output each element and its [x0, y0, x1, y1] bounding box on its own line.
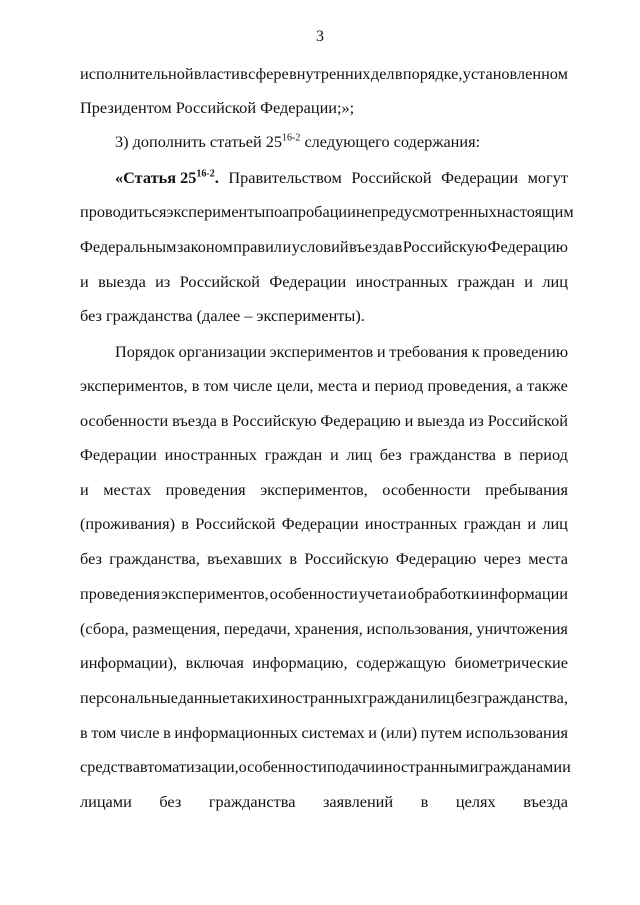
word: и — [330, 445, 339, 464]
text-line-16 — [80, 584, 568, 604]
word: граждан — [457, 272, 515, 291]
word: гражданства, — [477, 688, 568, 707]
word: автоматизации, — [132, 757, 239, 776]
article-number-superscript: 16-2 — [282, 132, 301, 144]
word: Правительством — [228, 168, 342, 187]
text-line-18 — [80, 653, 568, 673]
word: период — [519, 445, 568, 464]
text-line-5 — [80, 202, 574, 222]
word: без — [80, 549, 102, 568]
word: целях — [455, 792, 496, 811]
article-heading-text: «Статья 25 — [115, 168, 197, 187]
word: гражданами — [478, 757, 563, 776]
word: Порядок — [115, 342, 175, 361]
article-heading-superscript: 16-2 — [196, 168, 215, 180]
word: и — [527, 514, 537, 533]
word: проведения, — [427, 376, 512, 395]
word: въехавших — [207, 549, 283, 568]
word: Федерацию — [395, 549, 477, 568]
word: период — [374, 376, 424, 395]
word: особенности — [238, 757, 327, 776]
article-heading — [115, 168, 219, 188]
word: в — [503, 445, 512, 464]
word: экспериментов, — [161, 584, 269, 603]
word: а — [515, 376, 523, 395]
word: организации — [178, 342, 266, 361]
word: экспериментов, — [80, 376, 188, 395]
word: и — [420, 688, 429, 707]
word: порядке, — [402, 64, 463, 83]
word: содержащую — [356, 653, 446, 672]
word: персональные — [80, 688, 178, 707]
text-line-3-start: 3) дополнить статьей 25 — [115, 132, 283, 151]
word: лиц — [542, 272, 568, 291]
word: информационных — [174, 723, 298, 742]
word: граждан — [362, 688, 420, 707]
word: экспериментов, — [260, 480, 368, 499]
word: путем — [420, 723, 463, 742]
text-line-15 — [80, 549, 568, 569]
word: заявлений — [322, 792, 394, 811]
word: в — [240, 64, 248, 83]
word: по — [265, 202, 283, 221]
word: и — [80, 272, 89, 291]
word: в — [289, 549, 298, 568]
word: апробации — [282, 202, 356, 221]
word: системах — [301, 723, 365, 742]
word: правил — [233, 237, 282, 256]
word: использования — [465, 723, 568, 742]
word: иностранных — [269, 688, 362, 707]
word: (или) — [380, 723, 417, 742]
text-line-22 — [80, 792, 568, 812]
text-line-2: Президентом Российской Федерации;»; — [80, 98, 355, 117]
word: и — [562, 757, 571, 776]
word: биометрические — [454, 653, 568, 672]
word: средств — [80, 757, 133, 776]
word: без — [379, 445, 402, 464]
word: цели, — [276, 376, 314, 395]
word: в — [191, 376, 200, 395]
word: данные — [178, 688, 230, 707]
text-line-12 — [80, 445, 568, 465]
word: числе — [232, 376, 273, 395]
word: из — [155, 272, 171, 291]
word: информацию, — [252, 653, 348, 672]
text-line-9 — [115, 342, 568, 362]
word: проведения — [165, 480, 246, 499]
text-line-3 — [115, 132, 568, 152]
word: без — [455, 688, 477, 707]
word: Российской — [195, 514, 276, 533]
word: въезда — [172, 411, 217, 430]
word: Российскую — [232, 411, 317, 430]
word: числе — [119, 723, 160, 742]
word: выезда — [98, 272, 146, 291]
text-line-4 — [115, 168, 568, 188]
word: требования — [389, 342, 468, 361]
word: проведения — [80, 584, 161, 603]
word: въезда — [523, 792, 568, 811]
word: подачи — [326, 757, 376, 776]
page-number: 3 — [316, 28, 324, 45]
article-heading-period: . — [214, 168, 219, 187]
word: особенности — [269, 584, 358, 603]
word: могут — [527, 168, 568, 187]
word: в — [420, 792, 429, 811]
word: информации), — [80, 653, 178, 672]
word: Российской — [487, 411, 568, 430]
word: том — [203, 376, 229, 395]
word: из — [468, 411, 484, 430]
word: внутренних — [289, 64, 371, 83]
word: исполнительной — [80, 64, 194, 83]
word: граждан — [264, 445, 323, 464]
text-line-8: без гражданства (далее – эксперименты). — [80, 306, 365, 325]
text-line-3-end: следующего содержания: — [300, 132, 481, 151]
word: проведению — [483, 342, 568, 361]
word: и — [282, 237, 292, 256]
word: места — [317, 376, 358, 395]
text-line-14 — [80, 514, 568, 534]
word: особенности — [80, 411, 169, 430]
word: и — [524, 272, 533, 291]
word: хранения, — [294, 619, 363, 638]
word: Российскую — [304, 549, 389, 568]
word: уничтожения — [476, 619, 568, 638]
word: условий — [291, 237, 349, 256]
word: иностранных — [164, 445, 258, 464]
word: использования, — [366, 619, 473, 638]
word: и — [404, 411, 414, 430]
word: гражданства — [208, 792, 296, 811]
word: передачи, — [223, 619, 291, 638]
word: Федерации — [80, 445, 157, 464]
word: Федерацию — [487, 237, 568, 256]
word: Российской — [179, 272, 260, 291]
word: включая — [185, 653, 244, 672]
word: особенности — [382, 480, 471, 499]
word: Федерации — [269, 272, 347, 291]
word: и — [361, 376, 371, 395]
text-line-13 — [80, 480, 568, 500]
word: въезда — [349, 237, 394, 256]
word: к — [471, 342, 480, 361]
word: лиц — [542, 514, 568, 533]
word: лицами — [80, 792, 132, 811]
word: через — [483, 549, 521, 568]
word: иностранными — [375, 757, 479, 776]
word: и — [368, 723, 377, 742]
word: экспериментов — [269, 342, 374, 361]
word: иностранных — [355, 272, 448, 291]
text-line-19 — [80, 688, 568, 708]
text-line-11 — [80, 411, 568, 431]
word: размещения, — [132, 619, 221, 638]
word: лиц — [346, 445, 373, 464]
word: места — [528, 549, 568, 568]
text-line-20 — [80, 723, 568, 743]
word: в — [181, 514, 189, 533]
word: также — [527, 376, 568, 395]
word: без — [159, 792, 182, 811]
word: обработки — [407, 584, 480, 603]
word: Федерации — [441, 168, 519, 187]
text-line-17 — [80, 619, 568, 639]
word: Федеральным — [80, 237, 177, 256]
word: в — [394, 64, 403, 83]
word: настоящим — [496, 202, 574, 221]
text-line-7 — [80, 272, 568, 292]
word: местах — [103, 480, 152, 499]
word: установленном — [462, 64, 568, 83]
word: учета — [358, 584, 397, 603]
word: том — [91, 723, 117, 742]
word: и — [397, 584, 407, 603]
word: дел — [370, 64, 395, 83]
word: гражданства, — [109, 549, 200, 568]
word: не — [355, 202, 372, 221]
text-line-10 — [80, 376, 568, 396]
word: и — [80, 480, 89, 499]
word: в — [220, 411, 229, 430]
word: Федерацию — [320, 411, 401, 430]
word: Российскую — [402, 237, 488, 256]
text-line-6 — [80, 237, 568, 257]
word: в — [163, 723, 171, 742]
word: в — [394, 237, 403, 256]
word: пребывания — [485, 480, 568, 499]
word: власти — [193, 64, 240, 83]
text-line-1 — [80, 64, 568, 84]
word: сфере — [248, 64, 289, 83]
word: предусмотренных — [371, 202, 497, 221]
text-line-21 — [80, 757, 571, 777]
word: Российской — [351, 168, 432, 187]
word: в — [80, 723, 88, 742]
word: лиц — [429, 688, 455, 707]
word: проводиться — [80, 202, 167, 221]
word: и — [376, 342, 386, 361]
word: законом — [176, 237, 233, 256]
word: информации — [480, 584, 568, 603]
word: Федерации — [281, 514, 359, 533]
word: иностранных — [364, 514, 458, 533]
word: (сбора, — [80, 619, 129, 638]
word: (проживания) — [80, 514, 176, 533]
word: выезда — [417, 411, 465, 430]
word: эксперименты — [166, 202, 266, 221]
word: таких — [229, 688, 270, 707]
word: граждан — [463, 514, 522, 533]
word: гражданства — [409, 445, 496, 464]
